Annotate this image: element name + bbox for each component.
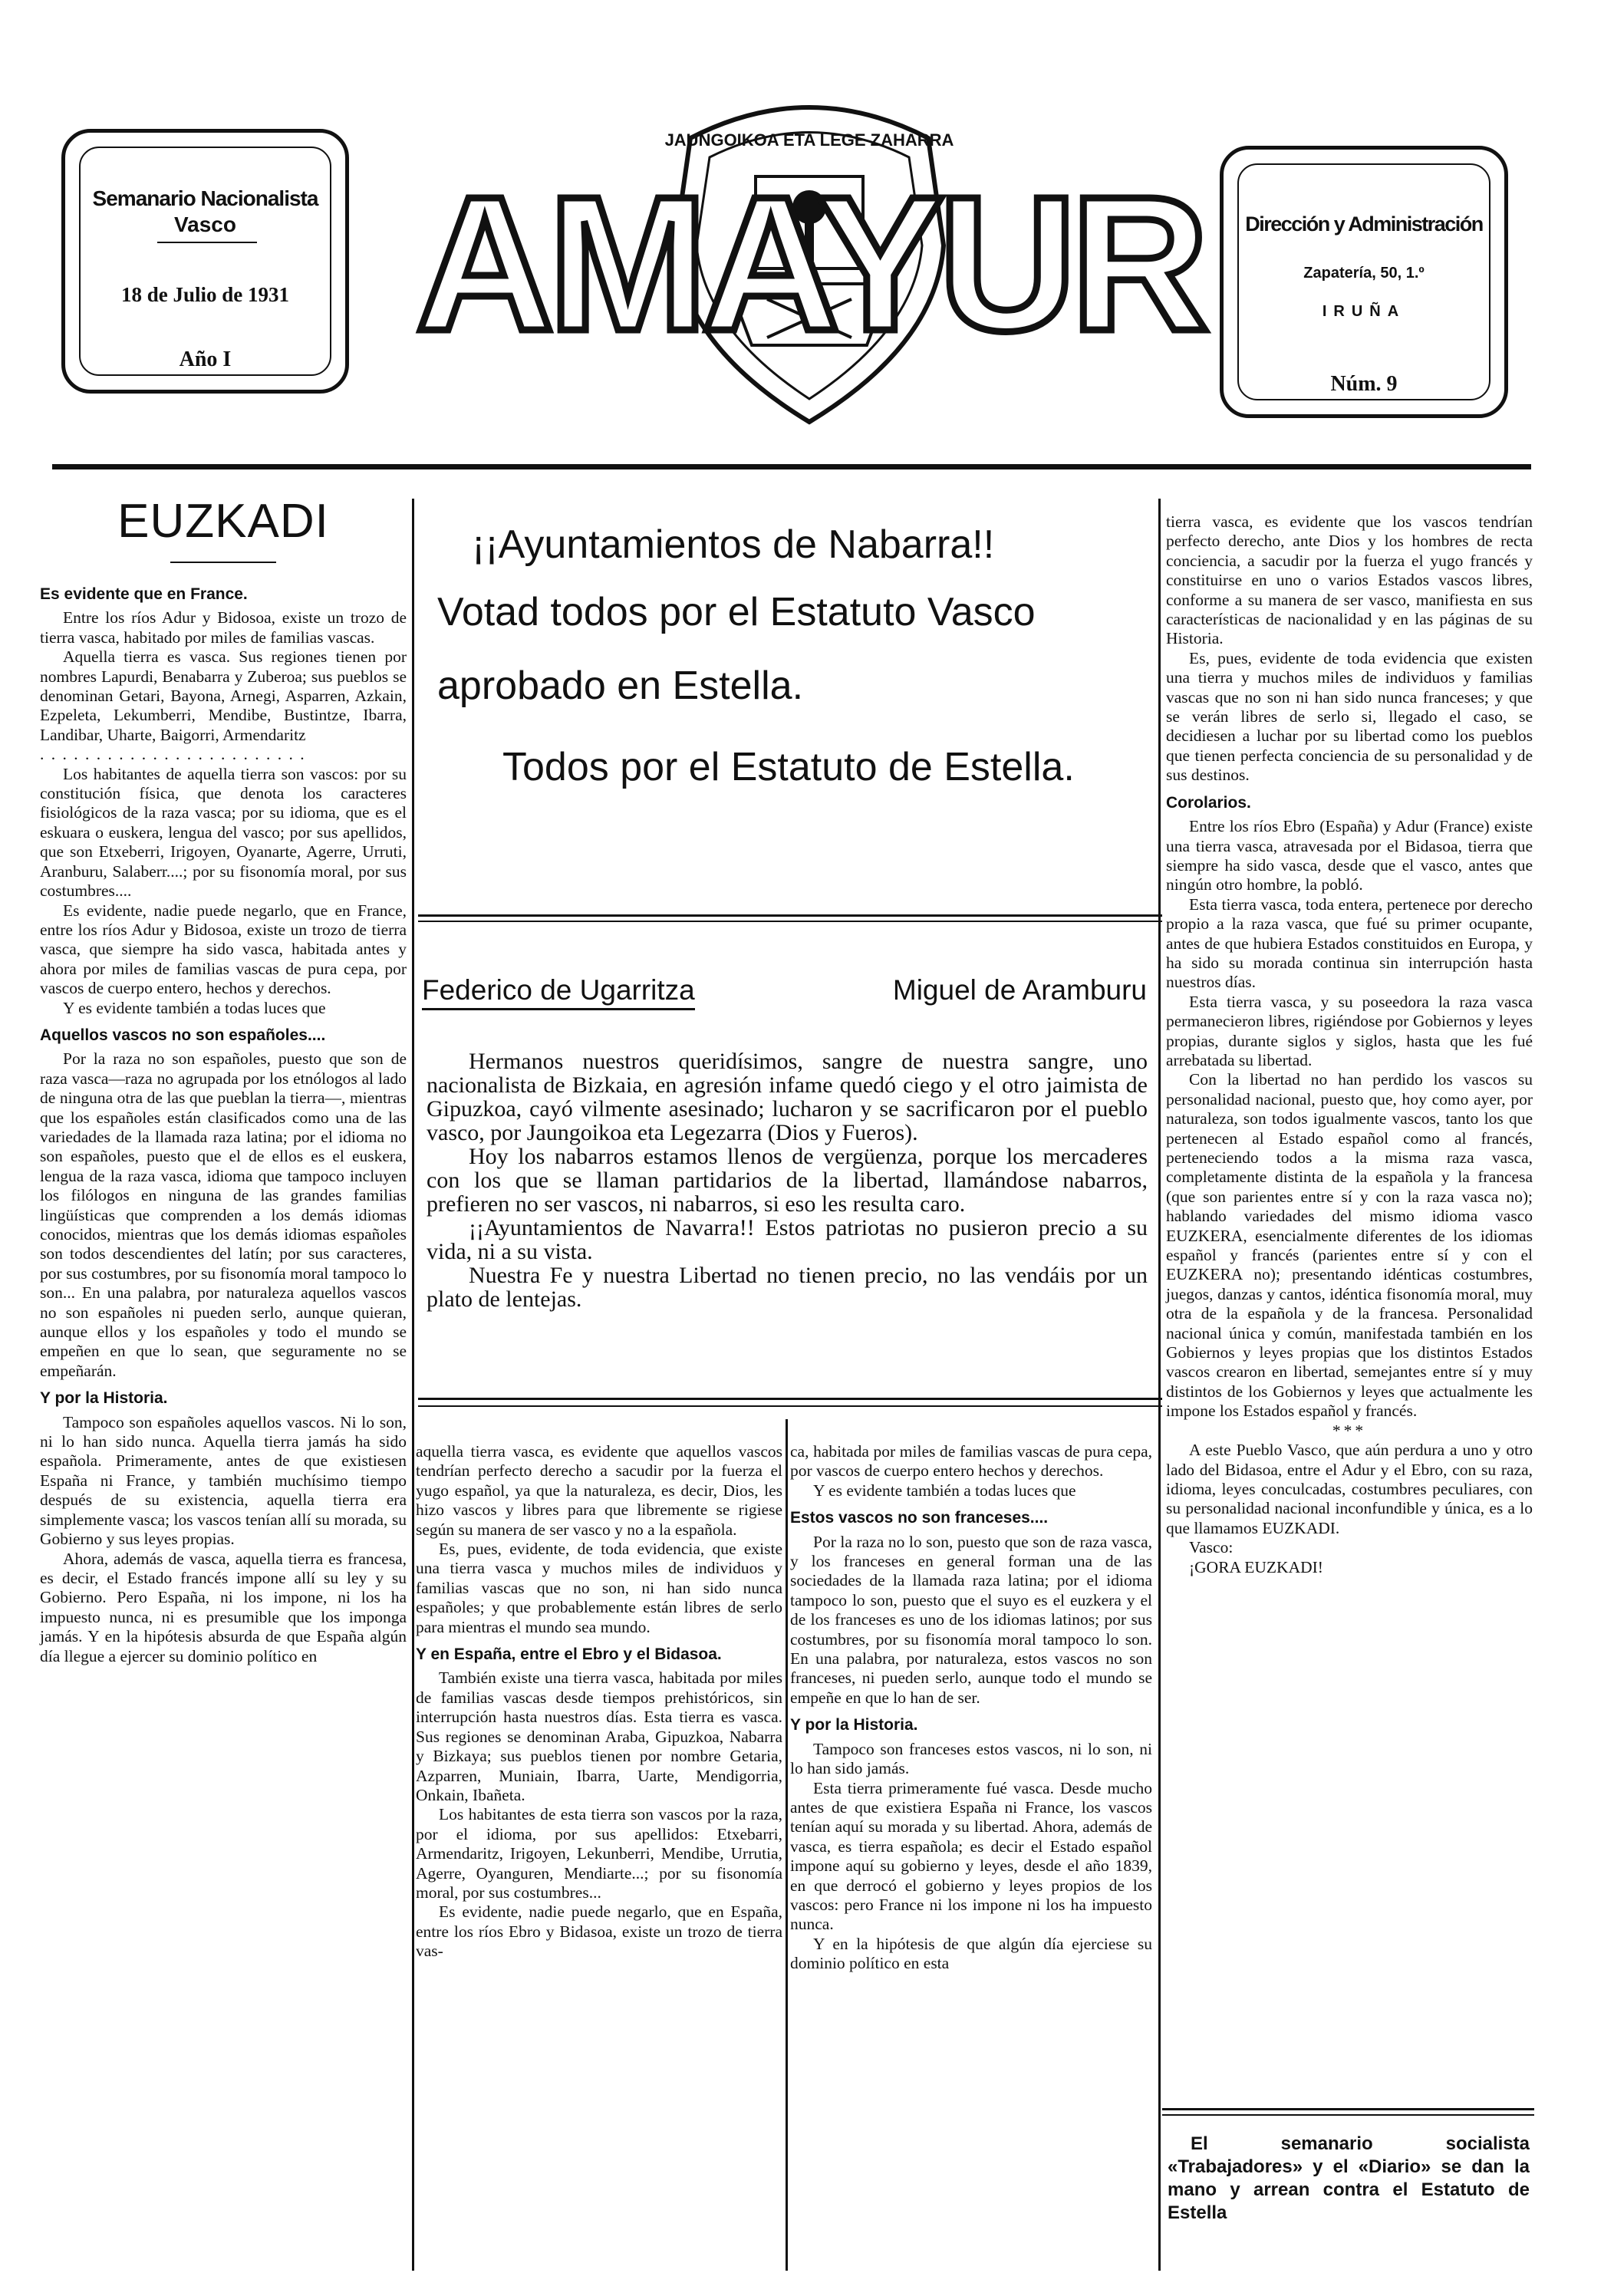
col3-paragraph: Y es evidente también a todas luces que xyxy=(813,1481,1076,1500)
masthead-right-box xyxy=(1220,146,1508,418)
col3-paragraph: ca, habitada por miles de familias vascas de pura cepa, por vascos de cuerpo entero hechos y derechos. xyxy=(790,1442,1152,1481)
masthead-year: Año I xyxy=(179,348,232,371)
center-headline-1: ¡¡Ayuntamientos de Nabarra!! xyxy=(472,522,995,567)
center-feature xyxy=(422,514,1151,804)
masthead-address: Zapatería, 50, 1.º xyxy=(1303,265,1425,282)
col4-paragraph: Esta tierra vasca, toda entera, pertenece por derecho propio a la raza vasca, que fué su primer ocupante, antes de que hubiera Estados constituidos en Europa, y ha sido su morada continua sin interrupción hasta nuestros días. xyxy=(1166,894,1533,992)
center-paragraph: Hermanos nuestros queridísimos, sangre de nuestra sangre, uno nacionalista de Bizkaia, en agresión infame quedó ciego y el otro jaimista de Gipuzkoa, cayó vilmente asesinado; lucharon y se sacrificaron por el pueblo vasco, por Jaungoikoa eta Legezarra (Dios y Fueros). xyxy=(427,1049,1148,1145)
col1-paragraph: Tampoco son españoles aquellos vascos. Ni lo son, ni lo han sido nunca. Aquella tierra jamás ha sido española. Primeramente, antes de que existiesen España ni France, y también muchísimo tiempo después de su existencia, aquella tierra era simplemente vasca; los vascos tenían allí su morada, su Gobierno y sus leyes propias. xyxy=(40,1412,407,1549)
col3-paragraph: Esta tierra primeramente fué vasca. Desde mucho antes de que existiera España ni France, los vascos tenían aquí su morada y su libertad. Ahora, además de vasca, es tierra española; es decir el Estado español impone aquí su gobierno y leyes, desde el año 1839, en que derrocó el gobierno y leyes propios de los vascos: pero France ni los impone ni los ha impuesto nunca. xyxy=(790,1778,1152,1934)
masthead-right-line1: Dirección y Administración xyxy=(1245,212,1483,236)
masthead-city: IRUÑA xyxy=(1322,303,1406,320)
col1-paragraph: Es evidente, nadie puede negarlo, que en France, entre los ríos Adur y Bidosoa, existe un trozo de tierra vasca, que siempre ha sido vasca, habitada antes y ahora por miles de familias vascas de pura cepa, por vascos de cuerpo entero, hechos y derechos. xyxy=(40,901,407,998)
col3-paragraph: Por la raza no lo son, puesto que son de raza vasca, y los franceses en general forman una de las sociedades de la llamada raza latina; por el idioma tampoco lo son, puesto que el suyo es el euzkera y el de los franceses es uno de los idiomas latinos; por sus costumbres, por su fisonomía moral tampoco lo son. En una palabra, por naturaleza, estos vascos no son franceses, ni pueden serlo, aunque todo el mundo se empeñe en que lo han de ser. xyxy=(790,1532,1152,1707)
euzkadi-heading: EUZKADI xyxy=(117,495,329,548)
masthead-number: Núm. 9 xyxy=(1330,372,1398,396)
column-1 xyxy=(40,491,407,1666)
col3-subheading-2: Y por la Historia. xyxy=(790,1716,918,1734)
col1-dots: . . . . . . . . . . . . . . . . . . . . . . . . xyxy=(40,745,306,764)
center-paragraph: ¡¡Ayuntamientos de Navarra!! Estos patriotas no pusieron precio a su vida, ni a su vista. xyxy=(427,1215,1148,1264)
col1-subheading-2: Aquellos vascos no son españoles.... xyxy=(40,1026,326,1044)
center-paragraph: Nuestra Fe y nuestra Libertad no tienen precio, no las vendáis por un plato de lentejas. xyxy=(427,1263,1148,1312)
col4-paragraph: A este Pueblo Vasco, que aún perdura a uno y otro lado del Bidasoa, entre el Adur y el Ebro, con su raza, idioma, leyes conculcadas, costumbres peculiares, con su personalidad nacional inconfundible y única, es a lo que llamamos EUZKADI. xyxy=(1166,1441,1533,1537)
col4-sign-1: Vasco: xyxy=(1189,1538,1234,1557)
col1-paragraph: Y es evidente también a todas luces que xyxy=(63,998,326,1017)
masthead-left-line1: Semanario Nacionalista xyxy=(92,186,318,210)
masthead-left-line2: Vasco xyxy=(174,212,236,236)
col4-paragraph: Entre los ríos Ebro (España) y Adur (France) existe una tierra vasca, atravesada por el Bidasoa, tierra que siempre ha sido vasca, desde que el vasco, antes que ningún otro hombre, la pobló. xyxy=(1166,817,1533,894)
col4-paragraph: tierra vasca, es evidente que los vascos tendrían perfecto derecho, ante Dios y los hombres de recta conciencia, a sacudir por la fuerza el yugo francés y constituirse en uno o varios Estados vascos libres, conforme a su manera de ser vasco, manifiesta en sus características de nacionalidad y en las páginas de su Historia. xyxy=(1166,512,1533,648)
column-divider xyxy=(412,499,414,2271)
center-body xyxy=(427,1049,1148,1311)
col2-paragraph: aquella tierra vasca, es evidente que aquellos vascos tendrían perfecto derecho a sacudir por la fuerza el yugo español, ya que la naturaleza, es decir, Dios, les hizo vascos y libres para que libremente se rigiese según su manera de ser vasco y no a la española. xyxy=(416,1442,782,1539)
col4-paragraph: Es, pues, evidente de toda evidencia que existen una tierra y muchos miles de individuos y familias vascas que no son ni han sido nunca franceses; y que se verán libres de serlo si, llegado el caso, se decidiesen a luchar por su libertad como los pueblos que tienen perfecta conciencia de su personalidad y de sus destinos. xyxy=(1166,648,1533,785)
column-divider xyxy=(786,1419,788,2271)
masthead-left-box xyxy=(61,129,349,394)
column-2 xyxy=(416,1442,782,1962)
masthead-rule xyxy=(52,464,1531,469)
masthead-title: AMAYUR xyxy=(415,156,1204,371)
col1-paragraph: Ahora, además de vasca, aquella tierra es francesa, es decir, el Estado francés impone allí su ley y su Gobierno. Pero España, ni los impone, ni los ha impuesto nunca, ni es presumible que los imponga jamás. Y en la hipótesis absurda de que España algún día llegue a ejercer su dominio político en xyxy=(40,1549,407,1665)
center-paragraph: Hoy los nabarros estamos llenos de vergüenza, porque los mercaderes con los que se llaman partidarios de la libertad, llamándose nabarros, prefieren no ser vascos, ni nabarros, si eso les resulta caro. xyxy=(427,1144,1148,1217)
col3-paragraph: Y en la hipótesis de que algún día ejerciese su dominio político en esta xyxy=(790,1934,1152,1973)
col4-sign-2: ¡GORA EUZKADI! xyxy=(1189,1557,1323,1576)
column-divider xyxy=(1158,499,1161,2271)
emblem-text: JAUNGOIKOA ETA LEGE ZAHARRA xyxy=(664,130,954,150)
center-headline-3: Todos por el Estatuto de Estella. xyxy=(502,745,1075,789)
amayur-logo xyxy=(407,92,1212,437)
col2-paragraph: Es, pues, evidente, de toda evidencia, que existe una tierra vasca y muchos miles de individuos y familias vascas que no son, ni han sido nunca españoles; y que probablemente están libres de serlo para mientras el mundo sea mundo. xyxy=(416,1540,782,1636)
center-headline-2: Votad todos por el Estatuto Vasco aprobado en Estella. xyxy=(437,590,1036,708)
col4-stars: *** xyxy=(1332,1421,1367,1440)
socialist-notice-box: El semanario socialista «Trabajadores» y el «Diario» se dan la mano y arrean contra el Estatuto de Estella xyxy=(1168,2133,1530,2223)
col3-paragraph: Tampoco son franceses estos vascos, ni lo son, ni lo han sido jamás. xyxy=(790,1739,1152,1778)
col1-subheading-1: Es evidente que en France. xyxy=(40,585,248,603)
column-4 xyxy=(1166,512,1533,1577)
author-name-1: Federico de Ugarritza xyxy=(422,974,695,1010)
col1-paragraph: Los habitantes de aquella tierra son vascos: por su constitución física, que denota los caracteres fisiológicos de la raza vasca; por su idioma, que es el eskuara o euskera, lengua del vasco; por sus apellidos, que son Etxeberri, Irigoyen, Oyanarte, Agerre, Urruti, Aranburu, Salaberr....; por su fisonomía moral, por sus costumbres.... xyxy=(40,764,407,901)
col1-paragraph: Entre los ríos Adur y Bidosoa, existe un trozo de tierra vasca, habitado por miles de familias vascas. xyxy=(40,608,407,647)
masthead-date: 18 de Julio de 1931 xyxy=(120,283,290,306)
col1-subheading-3: Y por la Historia. xyxy=(40,1389,168,1408)
col4-paragraph: Esta tierra vasca, y su poseedora la raza vasca permanecieron libres, rigiéndose por Gobiernos y leyes propias, durante siglos y siglos, hasta que les fué arrebatada su libertad. xyxy=(1166,992,1533,1069)
col4-subheading-1: Corolarios. xyxy=(1166,793,1251,812)
col1-paragraph: Aquella tierra es vasca. Sus regiones tienen por nombres Lapurdi, Benabarra y Zuberoa; sus pueblos se denominan Getari, Bayona, Arnegi, Asparren, Azkain, Ezpeleta, Lekumberri, Mendibe, Bustintze, Ibarra, Landibar, Uharte, Baigorri, Armendaritz xyxy=(40,647,407,744)
col1-paragraph: Por la raza no son españoles, puesto que son de raza vasca—raza no agrupada por los etnólogos al lado de ninguna otra de las que pueblan la tierra—, mientras que los españoles están clasificados como una de las variedades de la llamada raza latina; por el idioma no son españoles, puesto que el de ellos es el euskera, lengua de la raza vasca, idioma que tampoco incluyen los filólogos en ninguna de las grandes familias lingüísticas que comprenden a los demás idiomas conocidos, mientras que los demás idiomas españoles son todos descendientes del latín; por sus caracteres, por sus costumbres, por su fisonomía moral tampoco lo son... En una palabra, por naturaleza aquellos vascos no son españoles ni pueden serlo, aunque quieran, aunque ellos y los españoles y todo el mundo se empeñen en que lo sean, que seguramente no se empeñarán. xyxy=(40,1049,407,1380)
col4-paragraph: Con la libertad no han perdido los vascos su personalidad nacional, puesto que, hoy como ayer, por naturaleza, son todos igualmente vascos, tanto los que pertenecen al Estado español como al francés, perteneciendo todos a la misma raza vasca, completamente distinta de la española y la francesa (que son parientes entre sí y con la raza vasca no); hablando variedades del mismo idioma vasco EUZKERA, esencialmente diferentes de los idiomas español y francés (parientes entre sí y con el EUZKERA no); presentando idénticas costumbres, juegos, danzas y cantos, idéntica fisonomía moral, muy otra de la española y de la francesa. Personalidad nacional única y común, manifestada también en los Gobiernos y leyes propias que los distintos Estados vascos crearon en libertad, semejantes entre sí y muy distintos de los Gobiernos y leyes que actualmente les impone los Estados español y francés. xyxy=(1166,1070,1533,1421)
col3-subheading-1: Estos vascos no son franceses.... xyxy=(790,1509,1049,1527)
col2-paragraph: Es evidente, nadie puede negarlo, que en España, entre los ríos Ebro y Bidasoa, existe un trozo de tierra vas- xyxy=(416,1902,782,1961)
col2-paragraph: También existe una tierra vasca, habitada por miles de familias vascas desde tiempos prehistóricos, sin interrupción hasta nuestros días. Esta tierra es vasca. Sus regiones se denominan Araba, Gipuzkoa, Nabarra y Bizkaya; sus pueblos tienen por nombre Getaria, Azparren, Muniain, Ibarra, Uarte, Mendigorria, Onkain, Ibañeta. xyxy=(416,1668,782,1804)
author-name-2: Miguel de Aramburu xyxy=(892,974,1147,1006)
col2-paragraph: Los habitantes de esta tierra son vascos por la raza, por el idioma, por sus apellidos: Etxebarri, Armendaritz, Irigoyen, Lekunberri, Mendibe, Urrutia, Agerre, Oyanguren, Mendiarte...; por su fisonomía moral, por sus costumbres... xyxy=(416,1805,782,1902)
column-3 xyxy=(790,1442,1152,1974)
col2-subheading-1: Y en España, entre el Ebro y el Bidasoa. xyxy=(416,1645,722,1664)
